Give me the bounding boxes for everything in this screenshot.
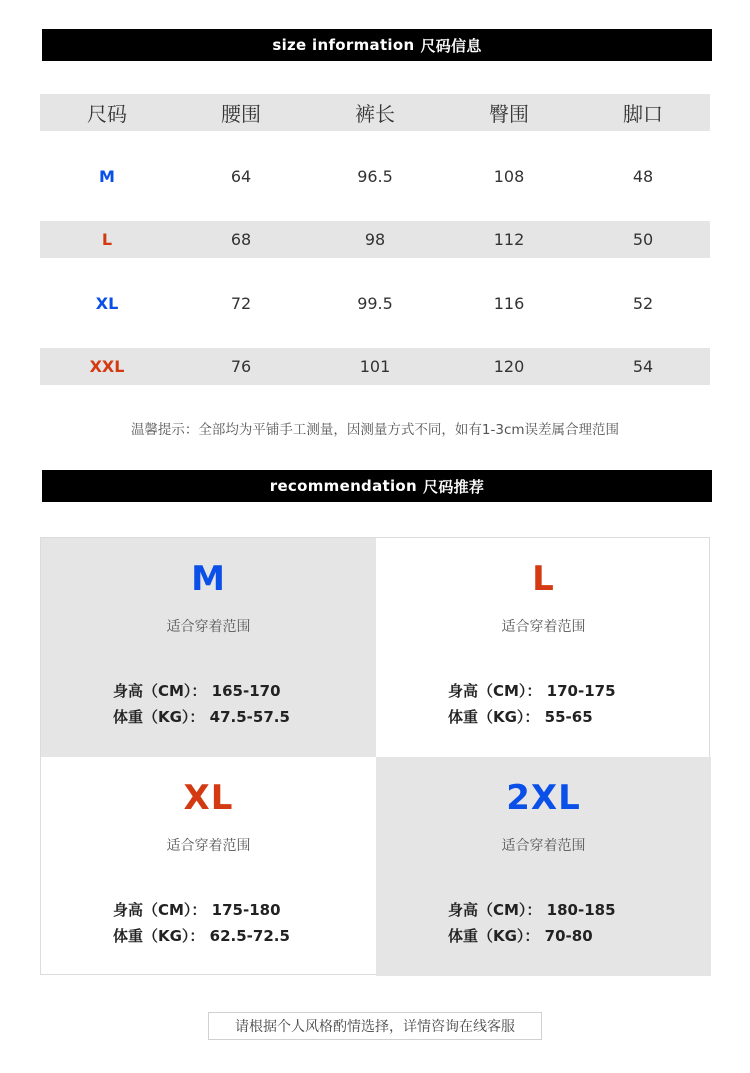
card-fit-label: 适合穿着范围 [166,619,251,635]
recommendation-zh: 尺码推荐 [423,477,485,496]
header-size: 尺码 [87,102,127,126]
size-label: L [101,230,113,249]
card-weight-range: 体重（KG）： 62.5-72.5 [113,927,290,945]
card-size-label: L [532,559,555,599]
consult-customer-service-note: 请根据个人风格酌情选择，详情咨询在线客服 [208,1012,542,1040]
waist-value: 68 [230,230,252,249]
card-height-range: 身高（CM）： 175-180 [113,901,281,919]
header-waist: 腰围 [221,102,261,126]
table-row [40,258,710,348]
card-size-label: M [191,559,226,599]
card-fit-label: 适合穿着范围 [166,838,251,854]
length-value: 101 [359,357,391,376]
card-size-label: XL [183,778,234,818]
card-weight-range: 体重（KG）： 70-80 [448,927,593,945]
hip-value: 108 [493,166,525,186]
hip-value: 120 [493,357,525,376]
hem-value: 52 [632,293,654,313]
recommend-card-l [376,538,711,757]
hem-value: 54 [632,357,654,376]
table-row [40,131,710,221]
recommend-card-2xl [376,757,711,976]
header-length: 裤长 [355,102,395,126]
table-header-row [40,94,710,131]
size-table [40,94,710,385]
card-weight-range: 体重（KG）： 55-65 [448,708,593,726]
length-value: 98 [364,230,386,249]
card-height-range: 身高（CM）： 170-175 [448,682,616,700]
size-information-zh: 尺码信息 [420,36,482,55]
size-label: XL [95,293,119,313]
waist-value: 64 [230,166,252,186]
waist-value: 72 [230,293,252,313]
recommendation-en: recommendation [269,477,418,495]
hip-value: 112 [493,230,525,249]
hem-value: 50 [632,230,654,249]
hip-value: 116 [493,293,525,313]
waist-value: 76 [230,357,252,376]
size-label: M [99,166,115,186]
recommend-card-xl [41,757,376,976]
measurement-note: 温馨提示：全部均为平铺手工测量，因测量方式不同，如有1-3cm误差属合理范围 [130,422,620,438]
card-size-label: 2XL [506,778,581,818]
card-fit-label: 适合穿着范围 [501,619,586,635]
length-value: 96.5 [357,166,393,186]
size-information-en: size information [272,36,415,54]
hem-value: 48 [632,166,654,186]
recommend-card-m [41,538,376,757]
size-information-banner [42,29,712,61]
header-hem: 脚口 [623,102,663,126]
recommendation-grid [40,537,710,975]
card-weight-range: 体重（KG）： 47.5-57.5 [113,708,290,726]
card-fit-label: 适合穿着范围 [501,838,586,854]
card-height-range: 身高（CM）： 180-185 [448,901,616,919]
card-height-range: 身高（CM）： 165-170 [113,682,281,700]
header-hip: 臀围 [489,102,529,126]
recommendation-banner [42,470,712,502]
table-row [40,221,710,258]
table-row [40,348,710,385]
length-value: 99.5 [357,293,393,313]
size-label: XXL [89,357,125,376]
